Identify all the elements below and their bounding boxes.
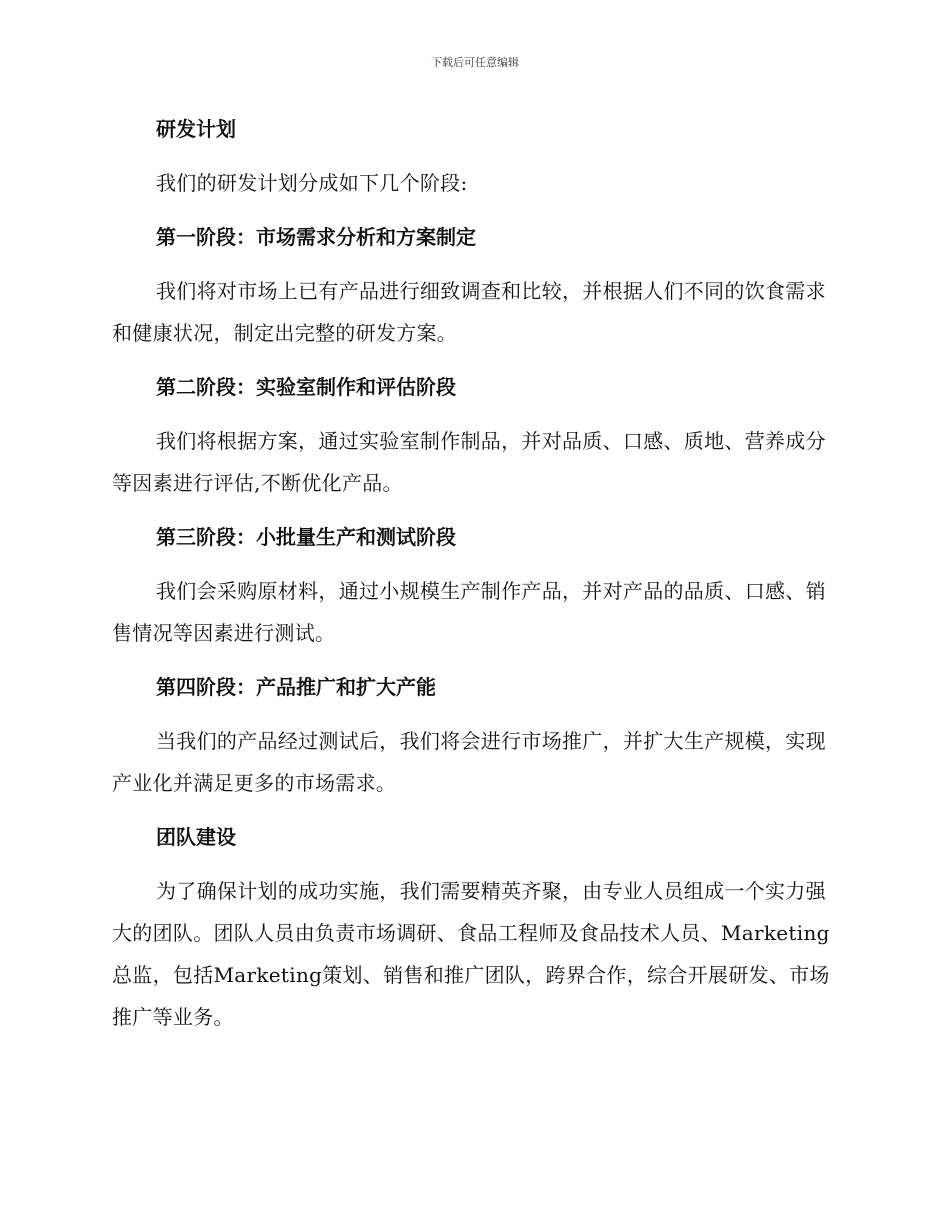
phase-3-paragraph: 我们会采购原材料，通过小规模生产制作产品，并对产品的品质、口感、销售情况等因素进行测试。 bbox=[112, 579, 826, 645]
phase-1-paragraph: 我们将对市场上已有产品进行细致调查和比较，并根据人们不同的饮食需求和健康状况，制定出完整的研发方案。 bbox=[112, 279, 826, 345]
section-heading-team: 团队建设 bbox=[156, 825, 236, 849]
section-heading-rd-plan: 研发计划 bbox=[156, 117, 236, 141]
phase-2-heading: 第二阶段：实验室制作和评估阶段 bbox=[156, 375, 456, 399]
document-content bbox=[112, 108, 832, 1038]
phase-4-heading: 第四阶段：产品推广和扩大产能 bbox=[156, 675, 436, 699]
phase-4-paragraph: 当我们的产品经过测试后，我们将会进行市场推广，并扩大生产规模，实现产业化并满足更多的市场需求。 bbox=[112, 729, 826, 795]
phase-2-paragraph: 我们将根据方案，通过实验室制作制品，并对品质、口感、质地、营养成分等因素进行评估,不断优化产品。 bbox=[112, 429, 826, 495]
phase-3-heading: 第三阶段：小批量生产和测试阶段 bbox=[156, 525, 456, 549]
phase-1-heading: 第一阶段：市场需求分析和方案制定 bbox=[156, 225, 476, 249]
section-intro: 我们的研发计划分成如下几个阶段: bbox=[156, 171, 468, 195]
team-paragraph: 为了确保计划的成功实施，我们需要精英齐聚，由专业人员组成一个实力强大的团队。团队人员由负责市场调研、食品工程师及食品技术人员、Marketing总监，包括Marketing策划、销售和推广团队，跨界合作，综合开展研发、市场推广等业务。 bbox=[112, 879, 830, 1029]
page-header: 下载后可任意编辑 bbox=[431, 56, 519, 69]
